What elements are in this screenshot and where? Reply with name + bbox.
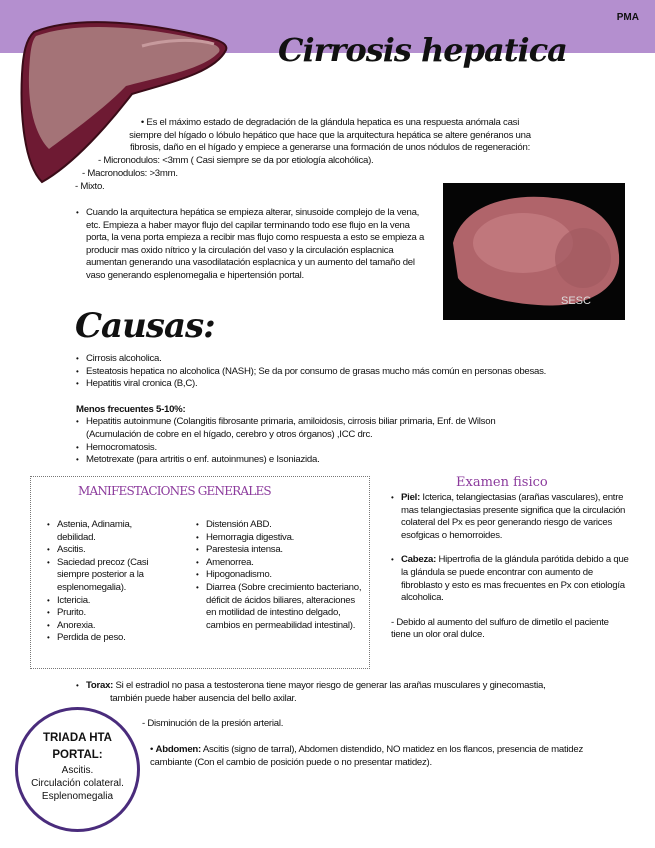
torax-text: Si el estradiol no pasa a testosterona tiene mayor riesgo de generar las arañas musculares y ginecomastia,: [113, 680, 546, 691]
mixto: - Mixto.: [75, 181, 105, 192]
definition-line: fibrosis, daño en el hígado y empiece a generarse una formación de unos nódulos de regeneración:: [129, 142, 530, 154]
less-frequent-heading: Menos frecuentes 5-10%:: [76, 403, 186, 415]
manifestaciones-heading: MANIFESTACIONES GENERALES: [78, 484, 271, 498]
triada-title: PORTAL:: [52, 749, 103, 761]
olor-dulce-text: - Debido al aumento del sulfuro de dimetilo el paciente tiene un olor oral dulce.: [391, 616, 609, 641]
list-item: • Amenorrea.: [196, 557, 364, 570]
definition-text: [70, 117, 590, 155]
list-item: • Metotrexate (para artritis o enf. autoinmunes) e Isoniazida.: [76, 454, 546, 467]
list-item: [76, 680, 636, 705]
torax-item: [76, 680, 636, 705]
list-item: • Distensión ABD.: [196, 519, 364, 532]
definition-line: • Es el máximo estado de degradación de la glándula hepatica es una respuesta anómala casi: [140, 117, 520, 128]
list-item: • Prurito.: [47, 607, 165, 620]
list-item: • Parestesia intensa.: [196, 544, 364, 557]
torax-section: [76, 680, 636, 705]
torax-text-2: también puede haber ausencia del bello axilar.: [110, 692, 297, 704]
mechanism-text: • Cuando la arquitectura hepática se empieza alterar, sinusoide complejo de la vena, etc. Empieza a haber mayor flujo del capilar terminando todo ese flujo en la vena porta, la vena porta empieza a recibir mas flujo como respuesta a esto se empieza a producir mas oxido nítrico y la circulación del vaso y la circulación esplacnica aumentan generando una vasodilatación esplacnica y un aumento del tamaño del vaso generando esplenomegalia e hipertensión portal.: [76, 207, 431, 283]
manifestaciones-col2: [196, 519, 364, 632]
abdomen-text: Ascitis (signo de tarral), Abdomen distendido, NO matidez en los flancos, presencia de matidez cambiante (Con el cambio de posición puede o no presentar matidez).: [150, 744, 584, 768]
cabeza-label: Cabeza:: [401, 554, 437, 566]
micronodulos: - Micronodulos: <3mm ( Casi siempre se da por etiología alcohólica).: [98, 155, 374, 166]
list-item: • Anorexia.: [47, 620, 165, 633]
causas-section: [76, 353, 636, 467]
piel-label: Piel:: [401, 492, 421, 503]
causas-heading: Causas:: [75, 306, 215, 346]
manifestaciones-col1: [47, 519, 165, 645]
list-item: • Astenia, Adinamia, debilidad.: [47, 519, 165, 544]
triada-circle: [15, 707, 140, 832]
cirrhotic-liver-photo: [443, 183, 625, 320]
list-item: • Cirrosis alcoholica.: [76, 353, 636, 366]
triada-item: Ascitis.: [61, 765, 94, 776]
list-item: • Hipogonadismo.: [196, 569, 364, 582]
list-item: • Hepatitis viral cronica (B,C).: [76, 378, 636, 391]
list-item: • Perdida de peso.: [47, 632, 165, 645]
triada-item: Circulación colateral.: [31, 778, 124, 789]
examen-section: [391, 492, 631, 642]
presion-text: - Disminución de la presión arterial.: [142, 718, 284, 729]
list-item: • Hemocromatosis.: [76, 442, 546, 455]
causas-list: [76, 353, 636, 391]
triada-item: Esplenomegalia: [41, 791, 114, 802]
list-item: • Ictericia.: [47, 595, 165, 608]
examen-list: [391, 492, 631, 605]
triada-title: TRIADA HTA: [43, 732, 112, 744]
list-item: • Ascitis.: [47, 544, 165, 557]
list-item: • Diarrea (Sobre crecimiento bacteriano, déficit de ácidos biliares, alteraciones en motilidad de intestino delgado, cambios en permeabilidad intestinal).: [196, 582, 364, 632]
photo-watermark: SESC: [561, 295, 591, 307]
author-initials: PMA: [616, 12, 639, 23]
macronodulos: - Macronodulos: >3mm.: [82, 168, 178, 179]
page-title: Cirrosis hepatica: [278, 31, 567, 69]
examen-heading: Examen fisico: [456, 475, 548, 490]
list-item: • Esteatosis hepatica no alcoholica (NASH); Se da por consumo de grasas mucho más común en personas obesas.: [76, 366, 636, 379]
less-frequent-list: [76, 416, 546, 466]
abdomen-item: • Abdomen: Ascitis (signo de tarral), Abdomen distendido, NO matidez en los flancos, presencia de matidez cambiante (Con el cambio de posición puede o no presentar matidez).: [150, 744, 584, 768]
piel-text: Icterica, telangiectasias (arañas vasculares), entre mas telangiectasias presente significa que la circulación colateral del Px es peor generando riesgo de varices esofgicas o hemorroides.: [401, 492, 626, 541]
cabeza-item: [391, 554, 631, 604]
list-item: • Saciedad precoz (Casi siempre posterior a la esplenomegalia).: [47, 557, 165, 595]
list-item: • Hepatitis autoinmune (Colangitis fibrosante primaria, amiloidosis, cirrosis biliar primaria, Enf. de Wilson (Acumulación de cobre en el hígado, cerebro y otros órganos) ,ICC drc.: [76, 416, 546, 441]
cabeza-text: Hipertrofia de la glándula parótida debido a que la glándula se puede encontrar con aumento de fibroblasto y esto es mas frecuentes en Px con etiología alcoholica.: [401, 554, 629, 604]
list-item: • Hemorragia digestiva.: [196, 532, 364, 545]
definition-line: siempre del hígado o lóbulo hepático que hace que la arquitectura hepática se altere genéranos una: [129, 129, 531, 141]
torax-label: Torax:: [86, 680, 114, 691]
piel-item: [391, 492, 631, 542]
abdomen-label: Abdomen:: [155, 744, 201, 755]
